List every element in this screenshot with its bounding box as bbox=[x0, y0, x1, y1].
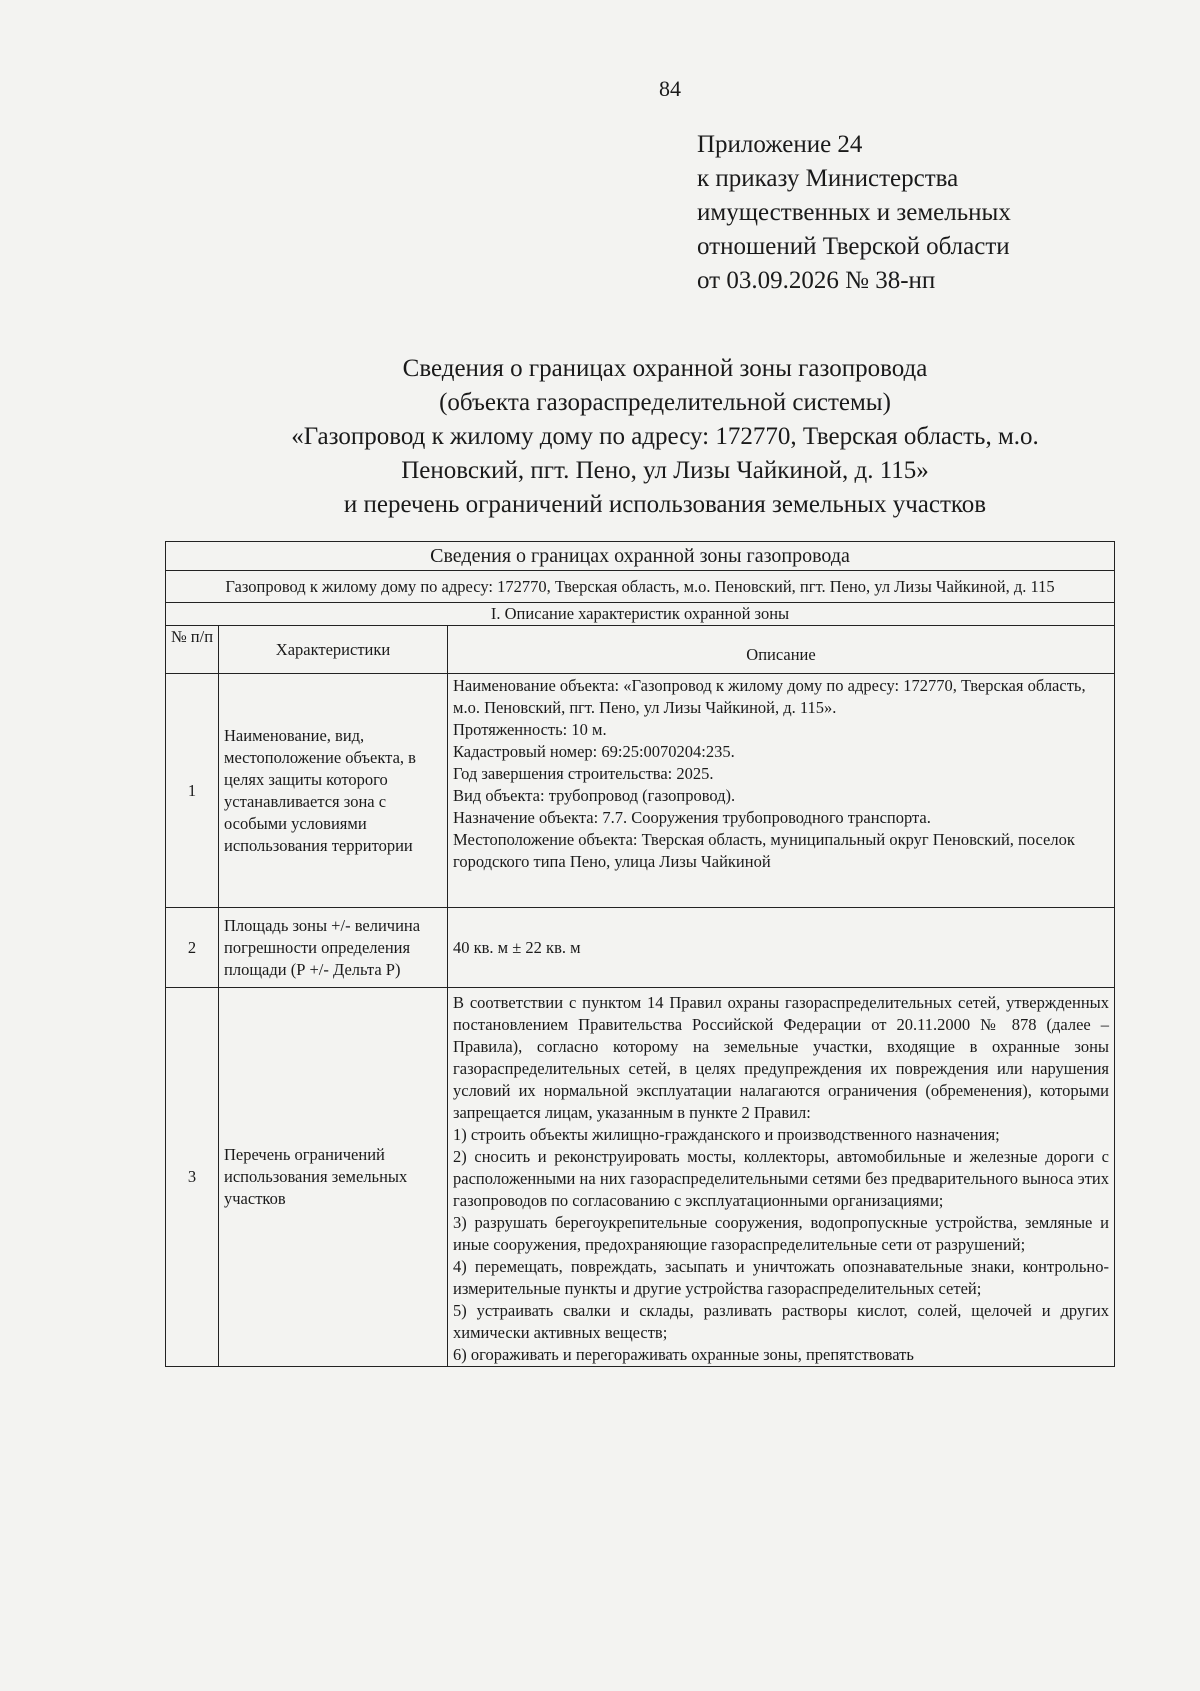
description-line: 2) сносить и реконструировать мосты, коллекторы, автомобильные и железные дороги с расположенными на них газораспределительными сетями без предварительного выноса этих газопроводов по согласованию с эксплуатационными организациями; bbox=[453, 1147, 1109, 1210]
table-row bbox=[166, 674, 1115, 908]
row-description bbox=[448, 674, 1115, 908]
description-line: Год завершения строительства: 2025. bbox=[453, 764, 714, 783]
description-line: Протяженность: 10 м. bbox=[453, 720, 607, 739]
description-line: Кадастровый номер: 69:25:0070204:235. bbox=[453, 742, 735, 761]
description-line: Назначение объекта: 7.7. Сооружения трубопроводного транспорта. bbox=[453, 808, 931, 827]
page-number: 84 bbox=[659, 76, 681, 101]
description-line: Местоположение объекта: Тверская область, муниципальный округ Пеновский, поселок городского типа Пено, улица Лизы Чайкиной bbox=[453, 830, 1075, 871]
protection-zone-table bbox=[165, 541, 1115, 1367]
row-description: 40 кв. м ± 22 кв. м bbox=[448, 908, 1115, 988]
description-line: 6) огораживать и перегораживать охранные зоны, препятствовать bbox=[453, 1345, 914, 1364]
table-object-line: Газопровод к жилому дому по адресу: 172770, Тверская область, м.о. Пеновский, пгт. Пено, ул Лизы Чайкиной, д. 115 bbox=[166, 571, 1115, 603]
column-header-characteristics: Характеристики bbox=[219, 626, 448, 674]
description-line: 3) разрушать берегоукрепительные сооружения, водопропускные устройства, земляные и иные сооружения, предохраняющие газораспределительные сети от разрушений; bbox=[453, 1213, 1109, 1254]
row-characteristic: Наименование, вид, местоположение объекта, в целях защиты которого устанавливается зона с особыми условиями использования территории bbox=[219, 674, 448, 908]
column-header-description: Описание bbox=[448, 626, 1115, 674]
table-row bbox=[166, 908, 1115, 988]
table-heading: Сведения о границах охранной зоны газопровода bbox=[166, 542, 1115, 571]
description-line: Наименование объекта: «Газопровод к жилому дому по адресу: 172770, Тверская область, м.о. Пеновский, пгт. Пено, ул Лизы Чайкиной, д. 115». bbox=[453, 676, 1086, 717]
title-line: Сведения о границах охранной зоны газопровода bbox=[402, 355, 928, 382]
title-line: Пеновский, пгт. Пено, ул Лизы Чайкиной, д. 115» bbox=[401, 457, 929, 484]
row-number: 2 bbox=[166, 908, 219, 988]
row-number: 3 bbox=[166, 988, 219, 1367]
description-line: 4) перемещать, повреждать, засыпать и уничтожать опознавательные знаки, контрольно-измерительные пункты и другие устройства газораспределительных сетей; bbox=[453, 1257, 1109, 1298]
appendix-line: имущественных и земельных bbox=[697, 199, 1011, 226]
row-description bbox=[448, 988, 1115, 1367]
appendix-line: от 03.09.2026 № 38-нп bbox=[697, 267, 936, 294]
appendix-line: к приказу Министерства bbox=[697, 165, 959, 192]
table-section-title: I. Описание характеристик охранной зоны bbox=[166, 603, 1115, 626]
description-line: 5) устраивать свалки и склады, разливать растворы кислот, солей, щелочей и других химически активных веществ; bbox=[453, 1301, 1109, 1342]
description-line: В соответствии с пунктом 14 Правил охраны газораспределительных сетей, утвержденных постановлением Правительства Российской Федерации от 20.11.2000 № 878 (далее – Правила), согласно которому на земельные участки, входящие в охранные зоны газораспределительных сетей, в целях предупреждения их повреждения или нарушения условий их нормальной эксплуатации налагаются ограничения (обременения), которыми запрещается лицам, указанным в пункте 2 Правил: bbox=[453, 993, 1109, 1122]
row-number: 1 bbox=[166, 674, 219, 908]
description-line: Вид объекта: трубопровод (газопровод). bbox=[453, 786, 736, 805]
title-line: «Газопровод к жилому дому по адресу: 172770, Тверская область, м.о. bbox=[291, 423, 1039, 450]
row-characteristic: Площадь зоны +/- величина погрешности определения площади (Р +/- Дельта Р) bbox=[219, 908, 448, 988]
appendix-header bbox=[697, 128, 1011, 298]
row-characteristic: Перечень ограничений использования земельных участков bbox=[219, 988, 448, 1367]
appendix-line: Приложение 24 bbox=[697, 131, 863, 158]
title-line: (объекта газораспределительной системы) bbox=[439, 389, 891, 416]
title-line: и перечень ограничений использования земельных участков bbox=[343, 491, 987, 518]
column-header-num: № п/п bbox=[166, 626, 219, 674]
table-row bbox=[166, 988, 1115, 1367]
document-title bbox=[180, 352, 1150, 522]
description-line: 1) строить объекты жилищно-гражданского и производственного назначения; bbox=[453, 1125, 1000, 1144]
appendix-line: отношений Тверской области bbox=[697, 233, 1010, 260]
